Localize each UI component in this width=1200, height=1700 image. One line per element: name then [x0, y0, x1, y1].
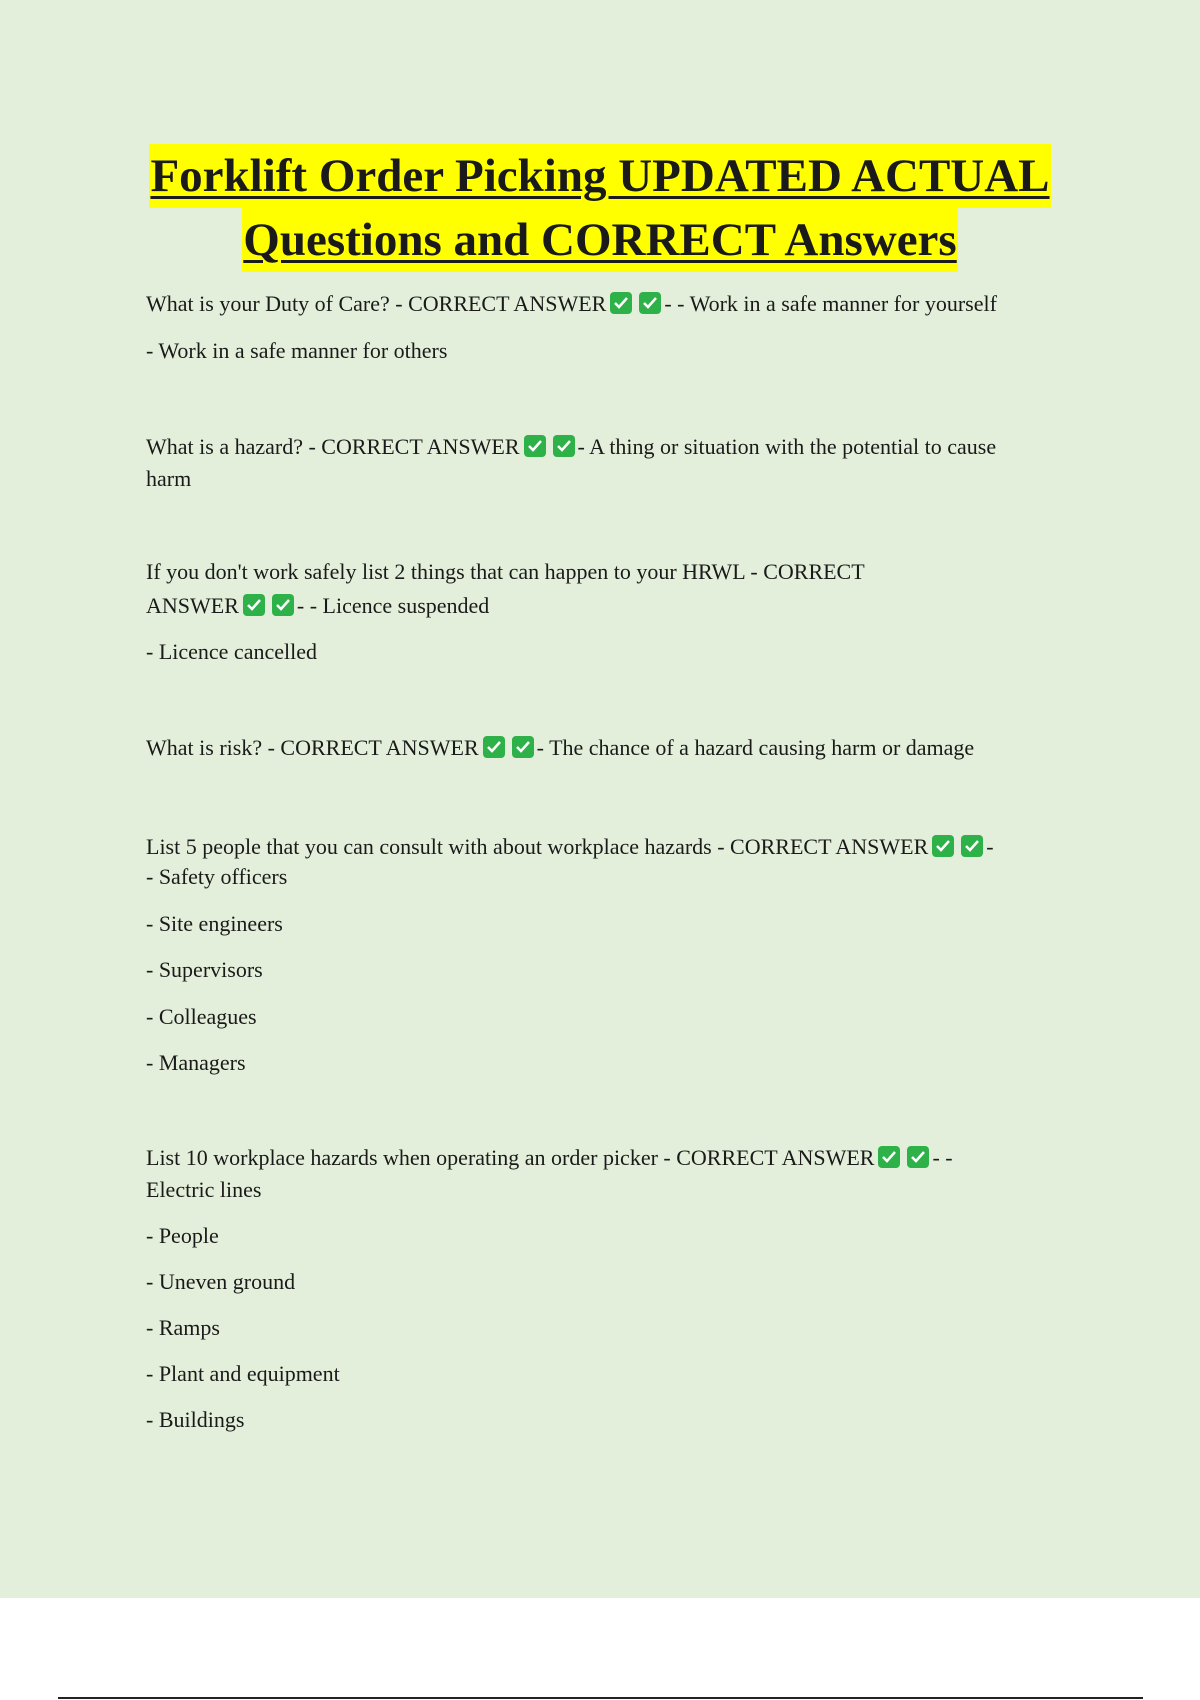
answer-text: - -	[932, 1145, 953, 1170]
check-box-icon	[483, 736, 505, 758]
answer-line: - Plant and equipment	[146, 1361, 340, 1386]
qa-5-question-line	[146, 832, 994, 862]
answer-line: - Colleagues	[146, 1004, 257, 1029]
qa-3-question-line-1: If you don't work safely list 2 things that can happen to your HRWL - CORRECT	[146, 559, 865, 584]
check-box-icon	[907, 1146, 929, 1168]
answer-line: - People	[146, 1223, 219, 1248]
check-box-icon	[639, 292, 661, 314]
qa-2-question-line	[146, 432, 996, 462]
answer-text: - - Licence suspended	[296, 593, 490, 618]
check-box-icon	[610, 292, 632, 314]
qa-3-question-line-2	[146, 591, 489, 621]
check-box-icon	[272, 594, 294, 616]
check-box-icon	[553, 435, 575, 457]
document-title	[0, 144, 1200, 272]
qa-1-question-line	[146, 289, 997, 319]
answer-line: - Licence cancelled	[146, 639, 317, 664]
question-text: What is a hazard? - CORRECT ANSWER	[146, 434, 520, 459]
question-text: List 10 workplace hazards when operating an order picker - CORRECT ANSWER	[146, 1145, 875, 1170]
footer-divider	[58, 1697, 1143, 1699]
question-text: List 5 people that you can consult with about workplace hazards - CORRECT ANSWER	[146, 834, 929, 859]
answer-line: - Work in a safe manner for others	[146, 338, 448, 363]
answer-line: - Buildings	[146, 1407, 245, 1432]
check-box-icon	[878, 1146, 900, 1168]
answer-text: - - Work in a safe manner for yourself	[664, 291, 997, 316]
check-box-icon	[243, 594, 265, 616]
answer-text: - A thing or situation with the potential to cause	[577, 434, 997, 459]
check-box-icon	[524, 435, 546, 457]
answer-text: -	[986, 834, 994, 859]
check-box-icon	[932, 835, 954, 857]
title-line-1: Forklift Order Picking UPDATED ACTUAL	[149, 144, 1050, 208]
answer-line: - Supervisors	[146, 957, 263, 982]
answer-line: Electric lines	[146, 1177, 262, 1202]
answer-line: - Managers	[146, 1050, 246, 1075]
qa-6-question-line	[146, 1143, 953, 1173]
check-box-icon	[512, 736, 534, 758]
answer-text: - The chance of a hazard causing harm or damage	[536, 735, 975, 760]
title-line-2: Questions and CORRECT Answers	[242, 208, 957, 272]
answer-line: - Site engineers	[146, 911, 283, 936]
answer-line: harm	[146, 466, 192, 491]
question-text: What is your Duty of Care? - CORRECT ANSWER	[146, 291, 607, 316]
qa-4-question-line	[146, 733, 974, 763]
check-box-icon	[961, 835, 983, 857]
question-text: What is risk? - CORRECT ANSWER	[146, 735, 479, 760]
answer-line: - Uneven ground	[146, 1269, 296, 1294]
answer-line: - Ramps	[146, 1315, 220, 1340]
answer-line: - Safety officers	[146, 864, 288, 889]
question-text: ANSWER	[146, 593, 239, 618]
